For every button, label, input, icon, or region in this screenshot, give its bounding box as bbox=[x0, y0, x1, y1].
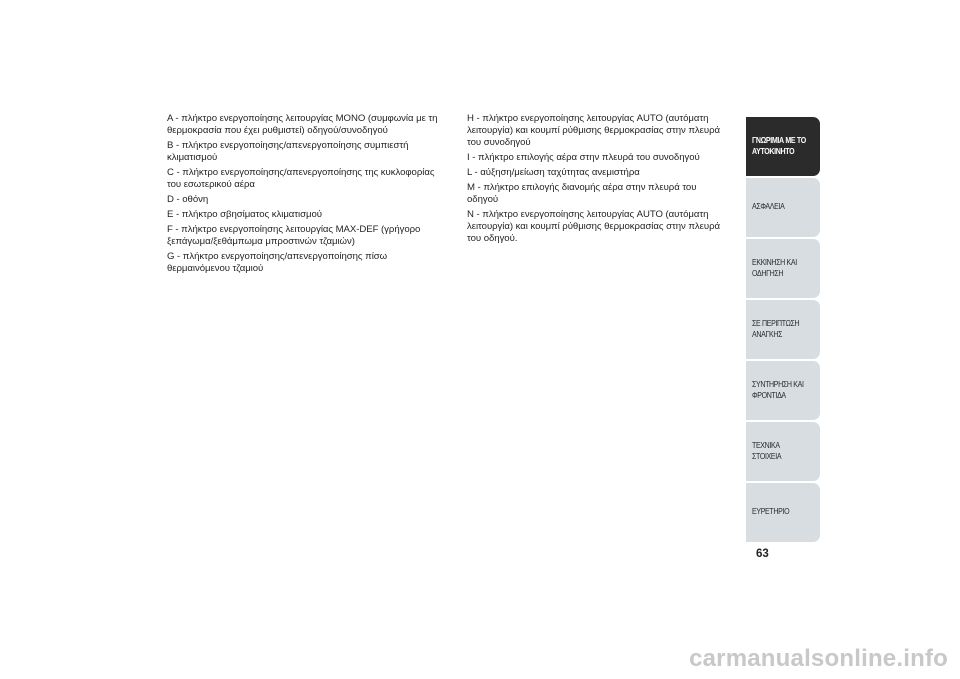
left-legend-column bbox=[167, 113, 449, 278]
tab-index[interactable] bbox=[746, 483, 820, 542]
legend-item-b: B - πλήκτρο ενεργοποίησης/απενεργοποίησης συμπιεστή κλιματισμού bbox=[167, 140, 409, 163]
section-tabs bbox=[746, 117, 820, 544]
tab-label: ΕΚΚΙΝΗΣΗ ΚΑΙ ΟΔΗΓΗΣΗ bbox=[752, 258, 797, 278]
legend-item-n: N - πλήκτρο ενεργοποίησης λειτουργίας AUTO (αυτόματη λειτουργία) και κουμπί ρύθμισης θερμοκρασίας στην πλευρά του οδηγού. bbox=[467, 209, 720, 244]
legend-item-g: G - πλήκτρο ενεργοποίησης/απενεργοποίησης πίσω θερμαινόμενου τζαμιού bbox=[167, 251, 388, 274]
legend-item-e: E - πλήκτρο σβησίματος κλιματισμού bbox=[167, 209, 322, 220]
tab-label: ΣΕ ΠΕΡΙΠΤΩΣΗ ΑΝΑΓΚΗΣ bbox=[752, 319, 800, 339]
tab-maintenance-care[interactable] bbox=[746, 361, 820, 420]
tab-technical-data[interactable] bbox=[746, 422, 820, 481]
legend-item-h: H - πλήκτρο ενεργοποίησης λειτουργίας AUTO (αυτόματη λειτουργία) και κουμπί ρύθμισης θερμοκρασίας στην πλευρά του συνοδηγού bbox=[467, 113, 720, 148]
tab-starting-driving[interactable] bbox=[746, 239, 820, 298]
page-number: 63 bbox=[756, 548, 769, 560]
legend-item-m: M - πλήκτρο επιλογής διανομής αέρα στην πλευρά του οδηγού bbox=[467, 182, 697, 205]
tab-getting-to-know-car[interactable] bbox=[746, 117, 820, 176]
legend-item-f: F - πλήκτρο ενεργοποίησης λειτουργίας MAX-DEF (γρήγορο ξεπάγωμα/ξεθάμπωμα μπροστινών τζαμιών) bbox=[167, 224, 421, 247]
tab-label: ΣΥΝΤΗΡΗΣΗ ΚΑΙ ΦΡΟΝΤΙΔΑ bbox=[752, 380, 804, 400]
tab-label: ΤΕΧΝΙΚΑ ΣΤΟΙΧΕΙΑ bbox=[752, 441, 782, 461]
tab-emergency[interactable] bbox=[746, 300, 820, 359]
legend-item-d: D - οθόνη bbox=[167, 194, 209, 205]
tab-label: ΑΣΦΑΛΕΙΑ bbox=[752, 202, 785, 212]
legend-item-i: I - πλήκτρο επιλογής αέρα στην πλευρά του συνοδηγού bbox=[467, 152, 700, 163]
watermark-text: carmanualsonline.info bbox=[689, 645, 948, 672]
right-legend-column bbox=[467, 113, 729, 248]
legend-item-l: L - αύξηση/μείωση ταχύτητας ανεμιστήρα bbox=[467, 167, 640, 178]
tab-safety[interactable] bbox=[746, 178, 820, 237]
tab-label: ΓΝΩΡΙΜΙΑ ΜΕ ΤΟ ΑΥΤΟΚΙΝΗΤΟ bbox=[752, 136, 806, 156]
tab-label: ΕΥΡΕΤΗΡΙΟ bbox=[752, 507, 790, 517]
legend-item-c: C - πλήκτρο ενεργοποίησης/απενεργοποίησης της κυκλοφορίας του εσωτερικού αέρα bbox=[167, 167, 435, 190]
legend-item-a: A - πλήκτρο ενεργοποίησης λειτουργίας MONO (συμφωνία με τη θερμοκρασία που έχει ρυθμιστεί) οδηγού/συνοδηγού bbox=[167, 113, 438, 136]
